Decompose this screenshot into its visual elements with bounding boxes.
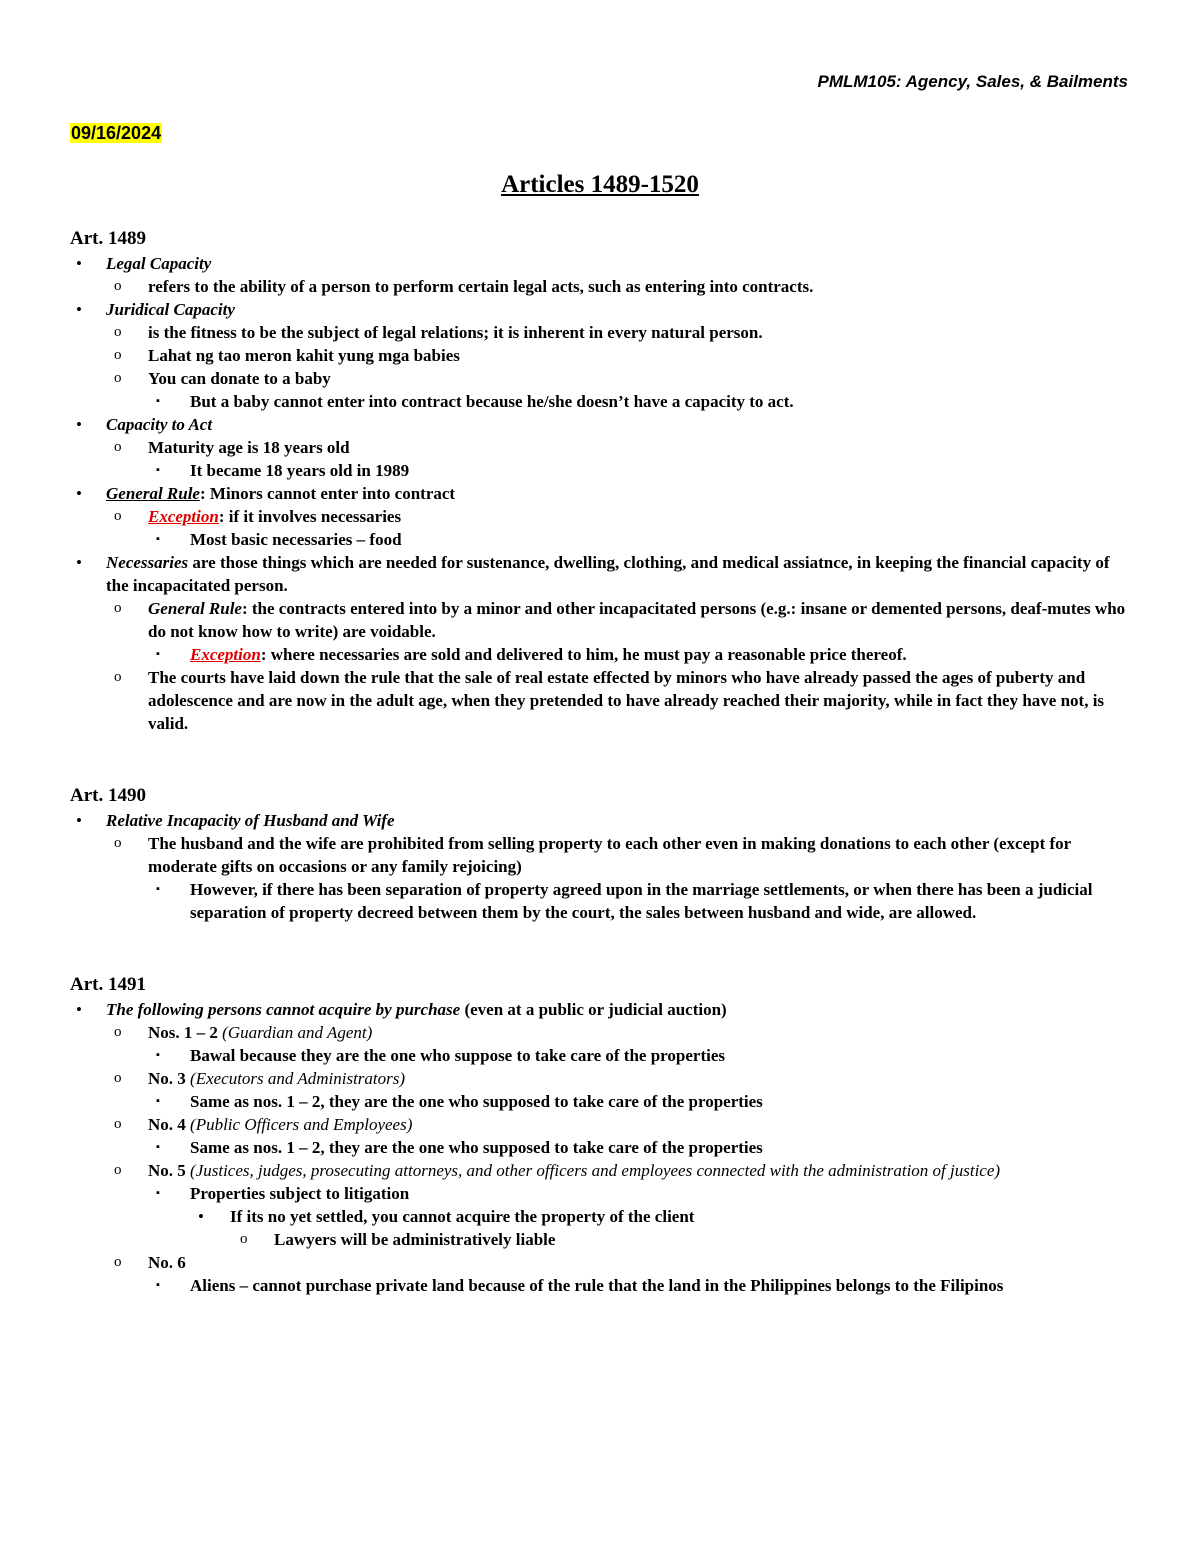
item-number: No. 6: [148, 1253, 186, 1272]
bullet-icon: •: [76, 484, 82, 503]
list-item: [70, 321, 1132, 344]
page-title: Articles 1489-1520: [501, 171, 699, 198]
list-item: [70, 1067, 1132, 1090]
article-1489-list: [70, 252, 1132, 735]
list-item: [70, 505, 1132, 528]
term-relative-incapacity: Relative Incapacity of Husband and Wife: [106, 811, 395, 830]
bullet-icon: •: [76, 254, 82, 273]
list-item: [70, 597, 1132, 643]
circle-bullet-icon: o: [114, 600, 122, 616]
note-text: Most basic necessaries – food: [190, 530, 402, 549]
square-bullet-icon: ▪: [156, 1187, 160, 1199]
term-juridical-capacity: Juridical Capacity: [106, 300, 235, 319]
bullet-icon: •: [198, 1207, 204, 1226]
rule-text: (even at a public or judicial auction): [460, 1000, 727, 1019]
list-item: [70, 1251, 1132, 1274]
term-capacity-to-act: Capacity to Act: [106, 415, 213, 434]
article-1491-heading: Art. 1491: [70, 974, 146, 995]
term-general-rule: General Rule: [106, 484, 200, 503]
rule-text: However, if there has been separation of property agreed upon in the marriage settlements, or when there has been a judicial separation of property decreed between them by the court, the sales between husband and wide, are allowed.: [190, 880, 1093, 922]
square-bullet-icon: ▪: [156, 883, 160, 895]
list-item: [70, 367, 1132, 390]
course-header: PMLM105: Agency, Sales, & Bailments: [817, 72, 1128, 91]
definition-text: are those things which are needed for sustenance, dwelling, clothing, and medical assiatnce, in keeping the financial capacity of the incapacitated person.: [106, 553, 1110, 595]
note-text: Maturity age is 18 years old: [148, 438, 350, 457]
item-description: (Executors and Administrators): [185, 1069, 406, 1088]
term-persons-cannot-acquire: The following persons cannot acquire by purchase: [106, 1000, 461, 1019]
list-item: [70, 298, 1132, 321]
note-text: If its no yet settled, you cannot acquire the property of the client: [230, 1207, 695, 1226]
rule-text: : where necessaries are sold and delivered to him, he must pay a reasonable price thereof.: [260, 645, 907, 664]
square-bullet-icon: ▪: [156, 1095, 160, 1107]
term-necessaries: Necessaries: [106, 553, 189, 572]
note-text: You can donate to a baby: [148, 369, 331, 388]
note-text: Same as nos. 1 – 2, they are the one who supposed to take care of the properties: [190, 1138, 763, 1157]
note-text: Properties subject to litigation: [190, 1184, 410, 1203]
circle-bullet-icon: o: [114, 278, 122, 294]
item-description: (Public Officers and Employees): [185, 1115, 413, 1134]
circle-bullet-icon: o: [114, 347, 122, 363]
bullet-icon: •: [76, 300, 82, 319]
note-text: But a baby cannot enter into contract because he/she doesn’t have a capacity to act.: [190, 392, 794, 411]
list-item: [70, 1113, 1132, 1136]
note-text: Lahat ng tao meron kahit yung mga babies: [148, 346, 460, 365]
bullet-icon: •: [76, 415, 82, 434]
circle-bullet-icon: o: [114, 669, 122, 685]
item-description: (Justices, judges, prosecuting attorneys, and other officers and employees connected with the administration of justice): [185, 1161, 1001, 1180]
circle-bullet-icon: o: [114, 1162, 122, 1178]
rule-text: The courts have laid down the rule that the sale of real estate effected by minors who have already passed the ages of puberty and adolescence and are now in the adult age, when they pretended to have already reached their majority, while in fact they have not, is valid.: [148, 668, 1105, 733]
circle-bullet-icon: o: [114, 835, 122, 851]
bullet-icon: •: [76, 1000, 82, 1019]
list-item: [70, 459, 1132, 482]
rule-text: The husband and the wife are prohibited from selling property to each other even in making donations to each other (except for moderate gifts on occasions or any family rejoicing): [148, 834, 1071, 876]
list-item: [70, 1182, 1132, 1205]
note-text: It became 18 years old in 1989: [190, 461, 410, 480]
note-text: Same as nos. 1 – 2, they are the one who supposed to take care of the properties: [190, 1092, 763, 1111]
list-item: [70, 528, 1132, 551]
square-bullet-icon: ▪: [156, 395, 160, 407]
list-item: [70, 344, 1132, 367]
term-exception: Exception: [190, 645, 261, 664]
bullet-icon: •: [76, 553, 82, 572]
circle-bullet-icon: o: [114, 1070, 122, 1086]
list-item: [70, 832, 1132, 878]
highlighted-date: 09/16/2024: [71, 123, 162, 143]
circle-bullet-icon: o: [114, 1024, 122, 1040]
notes-body: [70, 226, 1132, 1297]
note-text: Bawal because they are the one who suppose to take care of the properties: [190, 1046, 725, 1065]
square-bullet-icon: ▪: [156, 533, 160, 545]
list-item: [70, 1136, 1132, 1159]
article-1490-heading: Art. 1490: [70, 785, 146, 806]
bullet-icon: •: [76, 811, 82, 830]
list-item: [70, 1205, 1132, 1228]
list-item: [70, 1228, 1132, 1251]
circle-bullet-icon: o: [114, 439, 122, 455]
date-label: [70, 123, 162, 144]
list-item: [70, 1044, 1132, 1067]
term-general-rule: General Rule: [148, 599, 242, 618]
list-item: [70, 413, 1132, 436]
item-number: Nos. 1 – 2: [148, 1023, 218, 1042]
circle-bullet-icon: o: [114, 324, 122, 340]
list-item: [70, 878, 1132, 924]
item-number: No. 5: [148, 1161, 186, 1180]
item-number: No. 3: [148, 1069, 186, 1088]
article-1489-heading: Art. 1489: [70, 228, 146, 249]
list-item: [70, 1090, 1132, 1113]
note-text: Lawyers will be administratively liable: [274, 1230, 556, 1249]
circle-bullet-icon: o: [114, 370, 122, 386]
item-description: (Guardian and Agent): [217, 1023, 373, 1042]
definition-text: is the fitness to be the subject of legal relations; it is inherent in every natural person.: [148, 323, 763, 342]
square-bullet-icon: ▪: [156, 648, 160, 660]
list-item: [70, 809, 1132, 832]
circle-bullet-icon: o: [114, 508, 122, 524]
section-spacer: [70, 735, 1132, 783]
article-1490-list: [70, 809, 1132, 924]
rule-text: : Minors cannot enter into contract: [199, 484, 456, 503]
list-item: [70, 551, 1132, 597]
definition-text: refers to the ability of a person to perform certain legal acts, such as entering into contracts.: [148, 277, 814, 296]
circle-bullet-icon: o: [114, 1116, 122, 1132]
square-bullet-icon: ▪: [156, 1141, 160, 1153]
term-legal-capacity: Legal Capacity: [106, 254, 212, 273]
list-item: [70, 643, 1132, 666]
term-exception: Exception: [148, 507, 219, 526]
list-item: [70, 1159, 1132, 1182]
section-spacer: [70, 924, 1132, 972]
rule-text: : the contracts entered into by a minor and other incapacitated persons (e.g.: insane or demented persons, deaf-mutes who do not know how to write) are voidable.: [148, 599, 1126, 641]
list-item: [70, 1274, 1132, 1297]
list-item: [70, 436, 1132, 459]
list-item: [70, 666, 1132, 735]
list-item: [70, 252, 1132, 275]
circle-bullet-icon: o: [240, 1231, 248, 1247]
list-item: [70, 998, 1132, 1021]
square-bullet-icon: ▪: [156, 1279, 160, 1291]
article-1491-list: [70, 998, 1132, 1297]
list-item: [70, 1021, 1132, 1044]
list-item: [70, 482, 1132, 505]
circle-bullet-icon: o: [114, 1254, 122, 1270]
square-bullet-icon: ▪: [156, 464, 160, 476]
square-bullet-icon: ▪: [156, 1049, 160, 1061]
item-number: No. 4: [148, 1115, 186, 1134]
rule-text: : if it involves necessaries: [218, 507, 402, 526]
note-text: Aliens – cannot purchase private land because of the rule that the land in the Philippines belongs to the Filipinos: [190, 1276, 1004, 1295]
list-item: [70, 275, 1132, 298]
list-item: [70, 390, 1132, 413]
